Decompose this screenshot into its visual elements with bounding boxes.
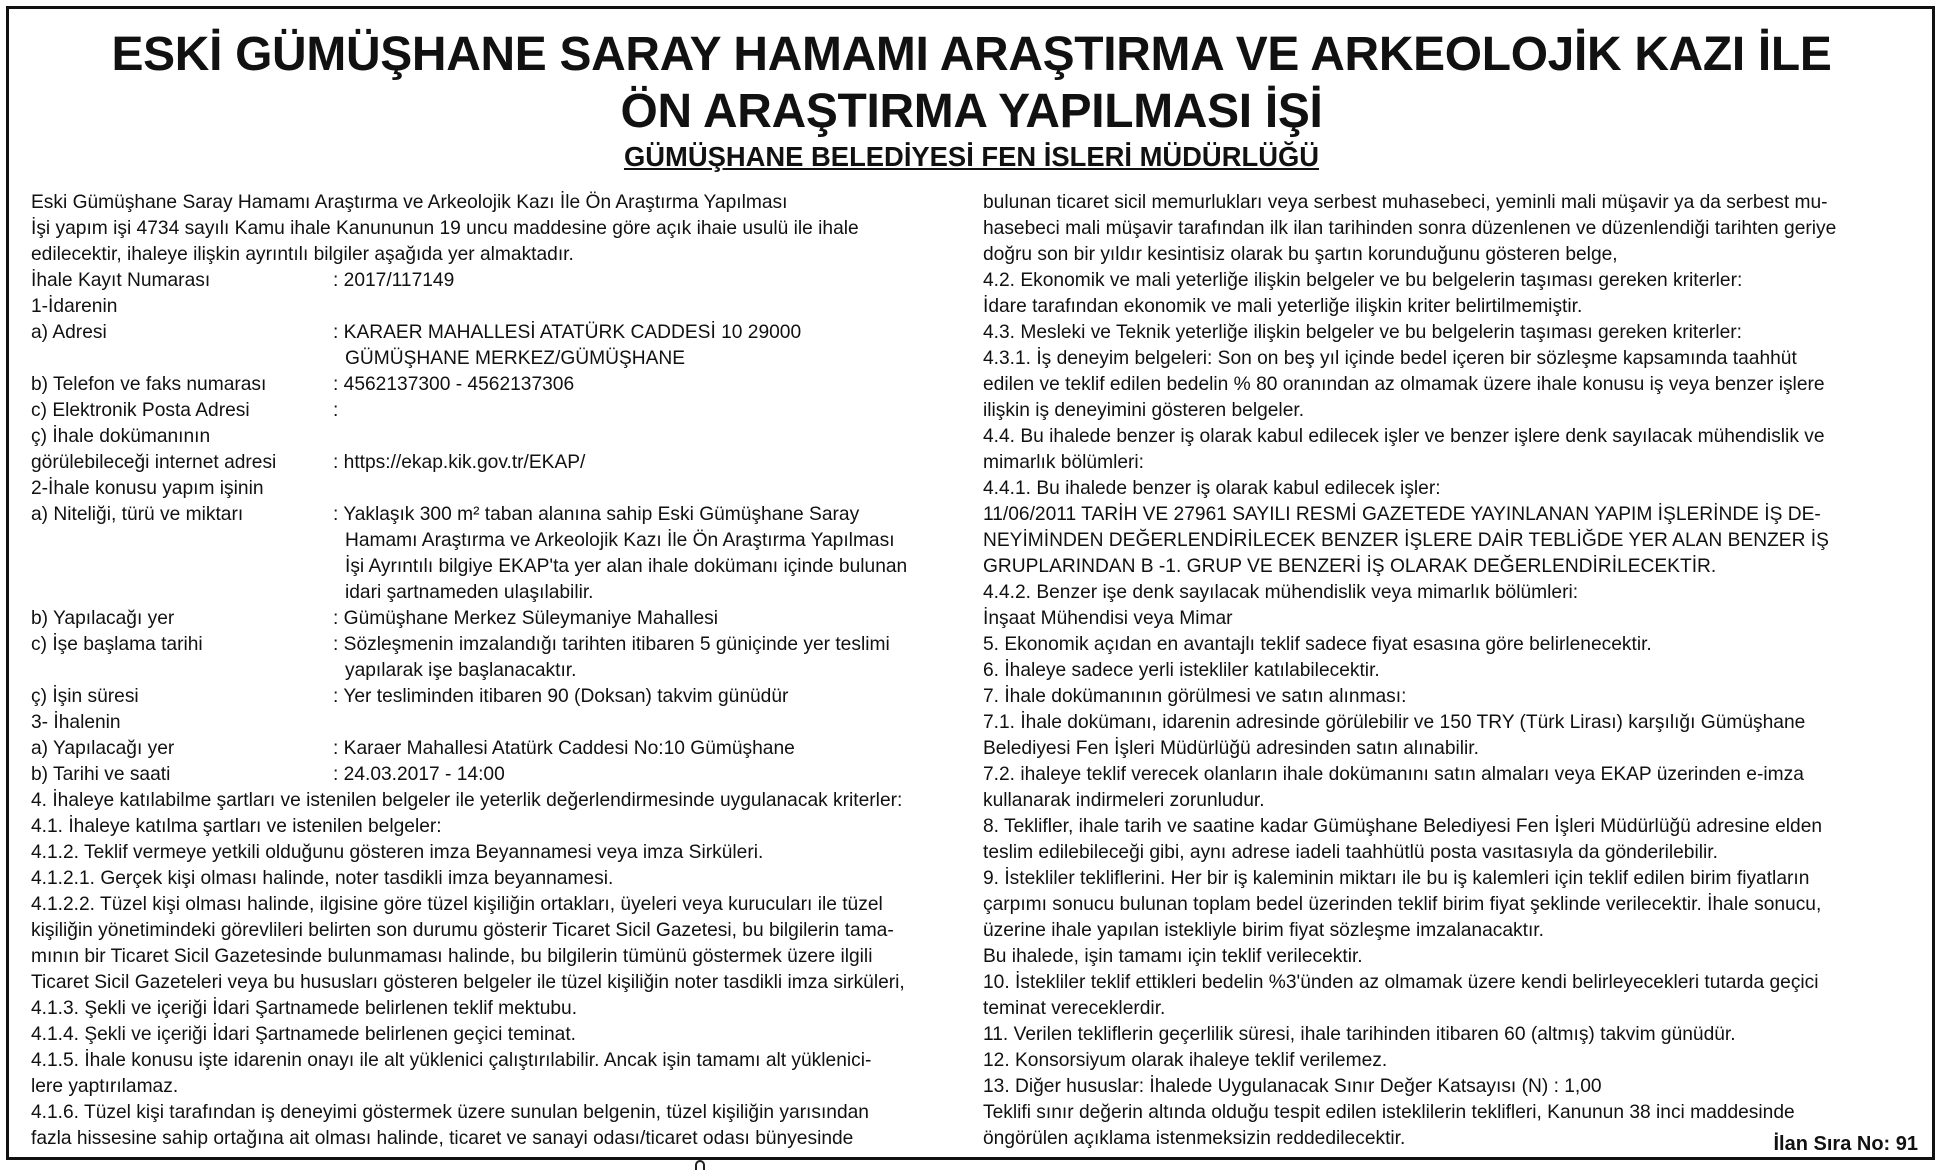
text-line: 4. İhaleye katılabilme şartları ve istenilen belgeler ile yeterlik değerlendirmesinde uygulanacak kriterler: (31, 790, 903, 811)
field-telefon (31, 372, 967, 398)
field-kayit (31, 268, 967, 294)
ekap-url: : https://ekap.kik.gov.tr/EKAP/ (333, 452, 586, 473)
intro-line: Eski Gümüşhane Saray Hamamı Araştırma ve Arkeolojik Kazı İle Ön Araştırma Yapılması (31, 192, 788, 213)
text-line: çarpımı sonucu bulunan toplam bedel üzerinden teklif birim fiyat şeklinde verilecektir. İhale sonucu, (983, 894, 1822, 915)
text-line: 7.2. ihaleye teklif verecek olanların ihale dokümanını satın almaları veya EKAP üzerinden e-imza (983, 764, 1804, 785)
text-line: 4.3. Mesleki ve Teknik yeterliğe ilişkin belgeler ve bu belgelerin taşıması gereken kriterler: (983, 322, 1742, 343)
field-value: : Yer tesliminden itibaren 90 (Doksan) takvim günüdür (333, 686, 789, 707)
text-line: 4.4. Bu ihalede benzer iş olarak kabul edilecek işler ve benzer işlere denk sayılacak mühendislik ve (983, 426, 1825, 447)
right-column (983, 190, 1913, 1152)
field-value: : (333, 400, 339, 421)
field-value: : KARAER MAHALLESİ ATATÜRK CADDESİ 10 29000 (333, 322, 802, 343)
text-line: İdare tarafından ekonomik ve mali yeterliğe ilişkin kriter belirtilmemiştir. (983, 296, 1583, 317)
text-line: 12. Konsorsiyum olarak ihaleye teklif verilemez. (983, 1050, 1388, 1071)
title-line-2: ÖN ARAŞTIRMA YAPILMASI İŞİ (620, 85, 1323, 138)
text-line: doğru son bir yıldır kesintisiz olarak bu şartın korunduğunu gösteren belge, (983, 244, 1618, 265)
text-line: 4.1.3. Şekli ve içeriği İdari Şartnamede belirlenen teklif mektubu. (31, 998, 578, 1019)
text-line: mimarlık bölümleri: (983, 452, 1144, 473)
field-value: : Karaer Mahallesi Atatürk Caddesi No:10 Gümüşhane (333, 738, 795, 759)
section-heading: 3- İhalenin (31, 712, 121, 733)
field-yer (31, 606, 967, 632)
ilan-sira-number: İlan Sıra No: 91 (1773, 1133, 1918, 1155)
text-line: hasebeci mali müşavir tarafından ilk ilan tarihinden sonra düzenlenen ve düzenlendiği tarihten geriye (983, 218, 1837, 239)
text-line: bulunan ticaret sicil memurlukları veya serbest muhasebeci, yeminli mali müşavir ya da serbest mu- (983, 192, 1828, 213)
field-value: : Yaklaşık 300 m² taban alanına sahip Eski Gümüşhane Saray (333, 504, 860, 525)
text-line: 4.4.1. Bu ihalede benzer iş olarak kabul edilecek işler: (983, 478, 1441, 499)
text-line: 4.2. Ekonomik ve mali yeterliğe ilişkin belgeler ve bu belgelerin taşıması gereken kriterler: (983, 270, 1743, 291)
field-value: : 24.03.2017 - 14:00 (333, 764, 505, 785)
field-nitelik (31, 502, 967, 528)
field-label: görülebileceği internet adresi (31, 452, 277, 473)
field-label: b) Tarihi ve saati (31, 764, 171, 785)
page-edge-mark (695, 1160, 705, 1170)
text-line: 8. Teklifler, ihale tarih ve saatine kadar Gümüşhane Belediyesi Fen İşleri Müdürlüğü adresine elden (983, 816, 1823, 837)
title-line-1: ESKİ GÜMÜŞHANE SARAY HAMAMI ARAŞTIRMA VE ARKEOLOJİK KAZI İLE (111, 28, 1832, 81)
text-line: 9. İstekliler tekliflerini. Her bir iş kaleminin miktarı ile bu iş kalemleri için teklif edilen birim fiyatların (983, 868, 1810, 889)
field-value-cont: İşi Ayrıntılı bilgiye EKAP'ta yer alan ihale dokümanı içinde bulunan (345, 556, 908, 577)
text-line: 4.1.4. Şekli ve içeriği İdari Şartnamede belirlenen geçici teminat. (31, 1024, 576, 1045)
field-label: a) Niteliği, türü ve miktarı (31, 504, 244, 525)
field-label: İhale Kayıt Numarası (31, 270, 211, 291)
ad-title (0, 26, 1943, 140)
text-line: mının bir Ticaret Sicil Gazetesinde bulunmaması halinde, bu bilgilerin tümünü göstermek üzere ilgili (31, 946, 873, 967)
text-line: Ticaret Sicil Gazeteleri veya bu hususları gösteren belgeler ile tüzel kişiliğin noter tasdikli imza sirküleri, (31, 972, 905, 993)
field-dokuman (31, 450, 967, 476)
field-value: : 4562137300 - 4562137306 (333, 374, 575, 395)
text-line: teslim edilebileceği gibi, aynı adrese iadeli taahhütlü posta vasıtasıyla da gönderilebilir. (983, 842, 1718, 863)
text-line: Teklifi sınır değerin altında olduğu tespit edilen isteklilerin teklifleri, Kanunun 38 inci maddesinde (983, 1102, 1795, 1123)
text-line: 4.1. İhaleye katılma şartları ve istenilen belgeler: (31, 816, 442, 837)
field-value-cont: idari şartnameden ulaşılabilir. (345, 582, 594, 603)
text-line: üzerine ihale yapılan istekliyle birim fiyat sözleşme imzalanacaktır. (983, 920, 1544, 941)
section-heading: 1-İdarenin (31, 296, 118, 317)
text-line: teminat vereceklerdir. (983, 998, 1166, 1019)
text-line: İnşaat Mühendisi veya Mimar (983, 608, 1233, 629)
field-ihale-tarih (31, 762, 967, 788)
text-line: 4.3.1. İş deneyim belgeleri: Son on beş yıl içinde bedel içeren bir sözleşme kapsamında taahhüt (983, 348, 1797, 369)
text-line: 4.1.2. Teklif vermeye yetkili olduğunu gösteren imza Beyannamesi veya imza Sirküleri. (31, 842, 764, 863)
field-label: a) Yapılacağı yer (31, 738, 175, 759)
text-line: edilen ve teklif edilen bedelin % 80 oranından az olmamak üzere ihale konusu iş veya benzer işlere (983, 374, 1825, 395)
ad-subtitle: GÜMÜŞHANE BELEDİYESİ FEN İSLERİ MÜDÜRLÜĞÜ (623, 141, 1320, 172)
text-line: 7. İhale dokümanının görülmesi ve satın alınması: (983, 686, 1407, 707)
field-value: : Gümüşhane Merkez Süleymaniye Mahallesi (333, 608, 718, 629)
text-line: 4.1.2.1. Gerçek kişi olması halinde, noter tasdikli imza beyannamesi. (31, 868, 614, 889)
text-line: ilişkin iş deneyimini gösteren belgeler. (983, 400, 1305, 421)
field-sure (31, 684, 967, 710)
text-line: NEYİMİNDEN DEĞERLENDİRİLECEK BENZER İŞLERE DAİR TEBLİĞDE YER ALAN BENZER İŞ (983, 530, 1829, 551)
text-line: 4.1.2.2. Tüzel kişi olması halinde, ilgisine göre tüzel kişiliğin ortakları, üyeleri veya kurucuları ile tüzel (31, 894, 883, 915)
field-value: : 2017/117149 (333, 270, 455, 291)
left-column (31, 190, 967, 1152)
text-line: kullanarak indirmeleri zorunludur. (983, 790, 1265, 811)
text-line: 10. İstekliler teklif ettikleri bedelin %3'ünden az olmamak üzere kendi belirleyecekleri tutarda geçici (983, 972, 1819, 993)
field-value-cont: yapılarak işe başlanacaktır. (345, 660, 577, 681)
text-line: 4.1.5. İhale konusu işte idarenin onayı ile alt yüklenici çalıştırılabilir. Ancak işin tamamı alt yüklenici- (31, 1050, 872, 1071)
text-line: 13. Diğer hususlar: İhalede Uygulanacak Sınır Değer Katsayısı (N) : 1,00 (983, 1076, 1602, 1097)
text-line: 11/06/2011 TARİH VE 27961 SAYILI RESMİ GAZETEDE YAYINLANAN YAPIM İŞLERİNDE İŞ DE- (983, 504, 1821, 525)
field-label: c) Elektronik Posta Adresi (31, 400, 250, 421)
text-line: 4.1.6. Tüzel kişi tarafından iş deneyimi göstermek üzere sunulan belgenin, tüzel kişiliğin yarısından (31, 1102, 869, 1123)
field-adres (31, 320, 967, 346)
section-heading: 2-İhale konusu yapım işinin (31, 478, 264, 499)
field-eposta (31, 398, 967, 424)
field-label: c) İşe başlama tarihi (31, 634, 203, 655)
intro-line: İşi yapım işi 4734 sayılı Kamu ihale Kanununun 19 uncu maddesine göre açık ihaie usulü ile ihale (31, 218, 859, 239)
text-line: Bu ihalede, işin tamamı için teklif verilecektir. (983, 946, 1363, 967)
text-line: Belediyesi Fen İşleri Müdürlüğü adresinden satın alınabilir. (983, 738, 1479, 759)
field-value: : Sözleşmenin imzalandığı tarihten itibaren 5 güniçinde yer teslimi (333, 634, 890, 655)
text-line: öngörülen açıklama istenmeksizin reddedilecektir. (983, 1128, 1406, 1149)
field-value-cont: Hamamı Araştırma ve Arkeolojik Kazı İle Ön Araştırma Yapılması (345, 530, 895, 551)
text-line: 5. Ekonomik açıdan en avantajlı teklif sadece fiyat esasına göre belirlenecektir. (983, 634, 1652, 655)
field-baslama (31, 632, 967, 658)
text-line: 7.1. İhale dokümanı, idarenin adresinde görülebilir ve 150 TRY (Türk Lirası) karşılığı Gümüşhane (983, 712, 1806, 733)
text-line: GRUPLARINDAN B -1. GRUP VE BENZERİ İŞ OLARAK DEĞERLENDİRİLECEKTİR. (983, 556, 1717, 577)
text-line: 4.4.2. Benzer işe denk sayılacak mühendislik veya mimarlık bölümleri: (983, 582, 1579, 603)
field-value-cont: GÜMÜŞHANE MERKEZ/GÜMÜŞHANE (345, 348, 686, 369)
text-line: lere yaptırılamaz. (31, 1076, 179, 1097)
text-line: kişiliğin yönetimindeki görevlileri belirten son durumu gösterir Ticaret Sicil Gazetesi, bu bilgilerin tama- (31, 920, 894, 941)
field-label: b) Yapılacağı yer (31, 608, 175, 629)
field-label: ç) İhale dokümanının (31, 426, 211, 447)
field-label: ç) İşin süresi (31, 686, 139, 707)
text-line: fazla hissesine sahip ortağına ait olması halinde, ticaret ve sanayi odası/ticaret odası bünyesinde (31, 1128, 854, 1149)
text-line: 6. İhaleye sadece yerli istekliler katılabilecektir. (983, 660, 1380, 681)
field-label: b) Telefon ve faks numarası (31, 374, 267, 395)
field-label: a) Adresi (31, 322, 107, 343)
intro-line: edilecektir, ihaleye ilişkin ayrıntılı bilgiler aşağıda yer almaktadır. (31, 244, 574, 265)
field-ihale-yer (31, 736, 967, 762)
text-line: 11. Verilen tekliflerin geçerlilik süresi, ihale tarihinden itibaren 60 (altmış) takvim günüdür. (983, 1024, 1736, 1045)
